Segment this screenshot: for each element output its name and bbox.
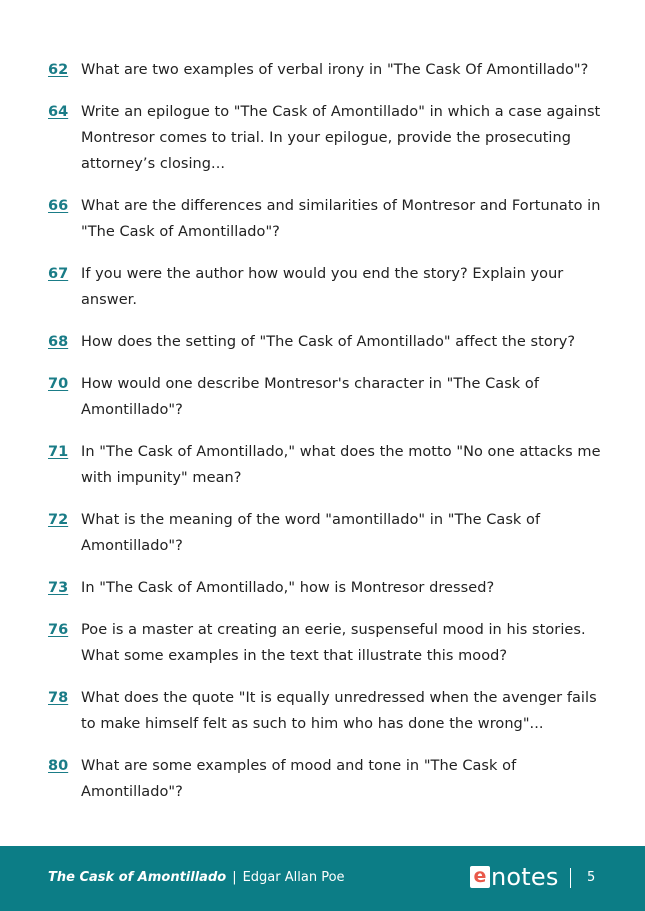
- question-text: Poe is a master at creating an eerie, suspenseful mood in his stories. What some examples in the text that illustrate this mood?: [81, 622, 586, 664]
- question-number-link[interactable]: 66: [48, 198, 69, 214]
- footer-separator: |: [232, 870, 237, 885]
- logo-wordmark: notes: [491, 863, 559, 891]
- footer-divider: [570, 868, 571, 888]
- logo-e-icon: e: [470, 866, 490, 888]
- book-title: The Cask of Amontillado: [48, 870, 227, 885]
- list-item: [48, 507, 608, 559]
- question-number-link[interactable]: 80: [48, 758, 69, 774]
- question-text: How does the setting of "The Cask of Amontillado" affect the story?: [81, 334, 576, 350]
- question-text: In "The Cask of Amontillado," what does the motto "No one attacks me with impunity" mean?: [81, 444, 601, 486]
- question-number-link[interactable]: 73: [48, 580, 69, 596]
- list-item: [48, 617, 608, 669]
- question-text: What does the quote "It is equally unredressed when the avenger fails to make himself felt as such to him who has done the wrong"...: [81, 690, 597, 732]
- list-item: [48, 193, 608, 245]
- enotes-logo: [470, 865, 559, 889]
- list-item: [48, 439, 608, 491]
- list-item: [48, 575, 608, 601]
- author-name: Edgar Allan Poe: [242, 870, 345, 885]
- question-number-link[interactable]: 62: [48, 62, 69, 78]
- question-number-link[interactable]: 67: [48, 266, 69, 282]
- question-number-link[interactable]: 70: [48, 376, 69, 392]
- question-text: What is the meaning of the word "amontillado" in "The Cask of Amontillado"?: [81, 512, 541, 554]
- list-item: [48, 57, 608, 83]
- question-number-link[interactable]: 71: [48, 444, 69, 460]
- question-text: Write an epilogue to "The Cask of Amontillado" in which a case against Montresor comes to trial. In your epilogue, provide the prosecuting attorney’s closing...: [81, 104, 601, 172]
- question-number-link[interactable]: 78: [48, 690, 69, 706]
- question-number-link[interactable]: 64: [48, 104, 69, 120]
- page-number: 5: [587, 870, 596, 885]
- question-number-link[interactable]: 76: [48, 622, 69, 638]
- list-item: [48, 753, 608, 805]
- question-text: What are two examples of verbal irony in "The Cask Of Amontillado"?: [81, 62, 589, 78]
- list-item: [48, 685, 608, 737]
- question-text: How would one describe Montresor's character in "The Cask of Amontillado"?: [81, 376, 539, 418]
- question-text: In "The Cask of Amontillado," how is Montresor dressed?: [81, 580, 495, 596]
- question-text: If you were the author how would you end the story? Explain your answer.: [81, 266, 564, 308]
- question-text: What are some examples of mood and tone in "The Cask of Amontillado"?: [81, 758, 517, 800]
- list-item: [48, 99, 608, 177]
- question-number-link[interactable]: 68: [48, 334, 69, 350]
- question-number-link[interactable]: 72: [48, 512, 69, 528]
- footer-citation: [48, 870, 345, 886]
- list-item: [48, 371, 608, 423]
- list-item: [48, 329, 608, 355]
- question-text: What are the differences and similarities of Montresor and Fortunato in "The Cask of Amontillado"?: [81, 198, 601, 240]
- page-footer: [0, 846, 645, 911]
- list-item: [48, 261, 608, 313]
